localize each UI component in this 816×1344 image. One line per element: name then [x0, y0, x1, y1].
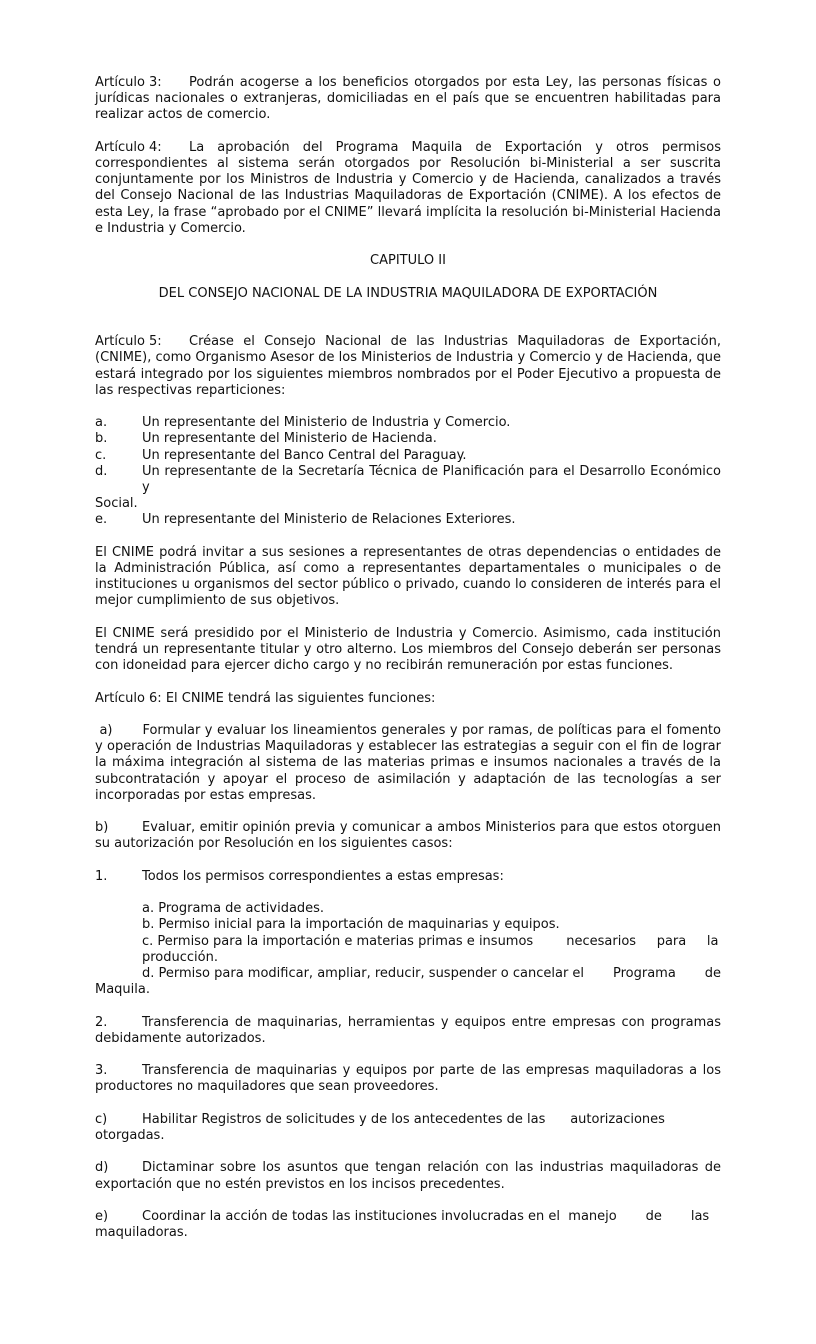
- case-2: [95, 1015, 721, 1047]
- list-item-label: a.: [95, 415, 108, 431]
- function-b-text: Evaluar, emitir opinión previa y comunicar a ambos Ministerios para que estos otorguen su autorización por Resolución en los siguientes casos:: [95, 820, 721, 852]
- case-1-text: Todos los permisos correspondientes a estas empresas:: [142, 868, 504, 884]
- function-d: [95, 1160, 721, 1192]
- list-item: d. Permiso para modificar, ampliar, reducir, suspender o cancelar el Programa de: [142, 965, 721, 981]
- paragraph-presided: El CNIME será presidido por el Ministerio de Industria y Comercio. Asimismo, cada institución tendrá un representante titular y otro alterno. Los miembros del Consejo deberán ser personas con idoneidad para ejercer dicho cargo y no recibirán remuneración por estas funciones.: [95, 625, 721, 674]
- list-item-continuation: Social.: [95, 496, 138, 512]
- case-1-label: 1.: [95, 868, 108, 884]
- case-3: [95, 1063, 721, 1095]
- article-5-label: Artículo 5:: [95, 334, 162, 350]
- article-3-label: Artículo 3:: [95, 75, 162, 90]
- case-2-text: Transferencia de maquinarias, herramientas y equipos entre empresas con programas debidamente autorizados.: [95, 1014, 721, 1046]
- case-1: [95, 869, 721, 885]
- article-3: [95, 75, 721, 124]
- list-item: [95, 415, 721, 431]
- list-item: [95, 512, 721, 528]
- list-item: [95, 464, 721, 496]
- article-3-text: Podrán acogerse a los beneficios otorgados por esta Ley, las personas físicas o jurídicas nacionales o extranjeras, domiciliadas en el país que se encuentren habilitadas para realizar actos de comercio.: [95, 75, 721, 123]
- list-item-label: b.: [95, 431, 108, 447]
- paragraph-invite: El CNIME podrá invitar a sus sesiones a representantes de otras dependencias o entidades de la Administración Pública, así como a representantes departamentales o municipales o de instituciones u organismos del sector público o privado, cuando lo consideren de interés para el mejor cumplimiento de sus objetivos.: [95, 544, 721, 609]
- list-item-text: Un representante del Banco Central del Paraguay.: [142, 447, 467, 463]
- function-e: [95, 1209, 721, 1225]
- list-item: [95, 431, 721, 447]
- list-item-label: d.: [95, 463, 108, 479]
- list-item: c. Permiso para la importación e materias primas e insumos necesarios para la: [142, 933, 719, 949]
- function-c-continuation: otorgadas.: [95, 1127, 165, 1143]
- list-item: [95, 448, 721, 464]
- article-5: [95, 334, 721, 399]
- member-list: [95, 415, 721, 528]
- function-c-label: c): [95, 1111, 108, 1127]
- case-3-text: Transferencia de maquinarias y equipos por parte de las empresas maquiladoras a los productores no maquiladores que sean proveedores.: [95, 1063, 721, 1095]
- function-c-text: Habilitar Registros de solicitudes y de los antecedentes de las autorizaciones: [142, 1111, 665, 1127]
- chapter-subtitle: DEL CONSEJO NACIONAL DE LA INDUSTRIA MAQUILADORA DE EXPORTACIÓN: [158, 285, 658, 301]
- list-item-text: Un representante del Ministerio de Relaciones Exteriores.: [142, 512, 516, 528]
- function-d-label: d): [95, 1160, 109, 1176]
- function-a: [95, 723, 721, 804]
- function-e-continuation: maquiladoras.: [95, 1225, 188, 1241]
- function-e-label: e): [95, 1208, 109, 1224]
- list-item: b. Permiso inicial para la importación de maquinarias y equipos.: [142, 917, 560, 933]
- article-5-text: Créase el Consejo Nacional de las Industrias Maquiladoras de Exportación, (CNIME), como Organismo Asesor de los Ministerios de Industria y Comercio y de Hacienda, que estará integrado por los siguientes miembros nombrados por el Poder Ejecutivo a propuesta de las respectivas reparticiones:: [95, 334, 721, 398]
- function-c: [95, 1112, 721, 1128]
- document-page: [95, 75, 721, 1241]
- function-b: [95, 820, 721, 852]
- function-a-label: a): [99, 722, 113, 738]
- list-item-continuation: Maquila.: [95, 982, 150, 998]
- article-4-text: La aprobación del Programa Maquila de Exportación y otros permisos correspondientes al sistema serán otorgados por Resolución bi-Ministerial a ser suscrita conjuntamente por los Ministros de Industria y Comercio y de Hacienda, canalizados a través del Consejo Nacional de las Industrias Maquiladoras de Exportación (CNIME). A los efectos de esta Ley, la frase “aprobado por el CNIME” llevará implícita la resolución bi-Ministerial Hacienda e Industria y Comercio.: [95, 139, 721, 236]
- list-item: a. Programa de actividades.: [142, 901, 325, 917]
- list-item-text: Un representante del Ministerio de Hacienda.: [142, 431, 437, 447]
- function-e-text: Coordinar la acción de todas las instituciones involucradas en el manejo de las: [142, 1208, 710, 1224]
- article-4-label: Artículo 4:: [95, 139, 162, 155]
- list-item-text: Un representante del Ministerio de Industria y Comercio.: [142, 415, 511, 431]
- function-d-text: Dictaminar sobre los asuntos que tengan relación con las industrias maquiladoras de exportación que no estén previstos en los incisos precedentes.: [95, 1160, 721, 1192]
- list-item-text: Un representante de la Secretaría Técnica de Planificación para el Desarrollo Económico y: [142, 463, 721, 495]
- list-item-label: e.: [95, 512, 108, 528]
- chapter-title: CAPITULO II: [370, 253, 446, 269]
- permit-list: [95, 901, 721, 998]
- list-item-continuation: producción.: [142, 949, 218, 965]
- article-4: [95, 140, 721, 237]
- article-6-intro: Artículo 6: El CNIME tendrá las siguientes funciones:: [95, 690, 436, 706]
- function-b-label: b): [95, 820, 109, 836]
- function-a-text: Formular y evaluar los lineamientos generales y por ramas, de políticas para el fomento y operación de Industrias Maquiladoras y establecer las estrategias a seguir con el fin de lograr la máxima integración al sistema de las materias primas e insumos nacionales a través de la subcontratación y apoyar el proceso de asimilación y adaptación de las tecnologías a ser incorporadas por estas empresas.: [95, 722, 721, 803]
- list-item-label: c.: [95, 447, 107, 463]
- case-2-label: 2.: [95, 1014, 108, 1030]
- case-3-label: 3.: [95, 1063, 108, 1079]
